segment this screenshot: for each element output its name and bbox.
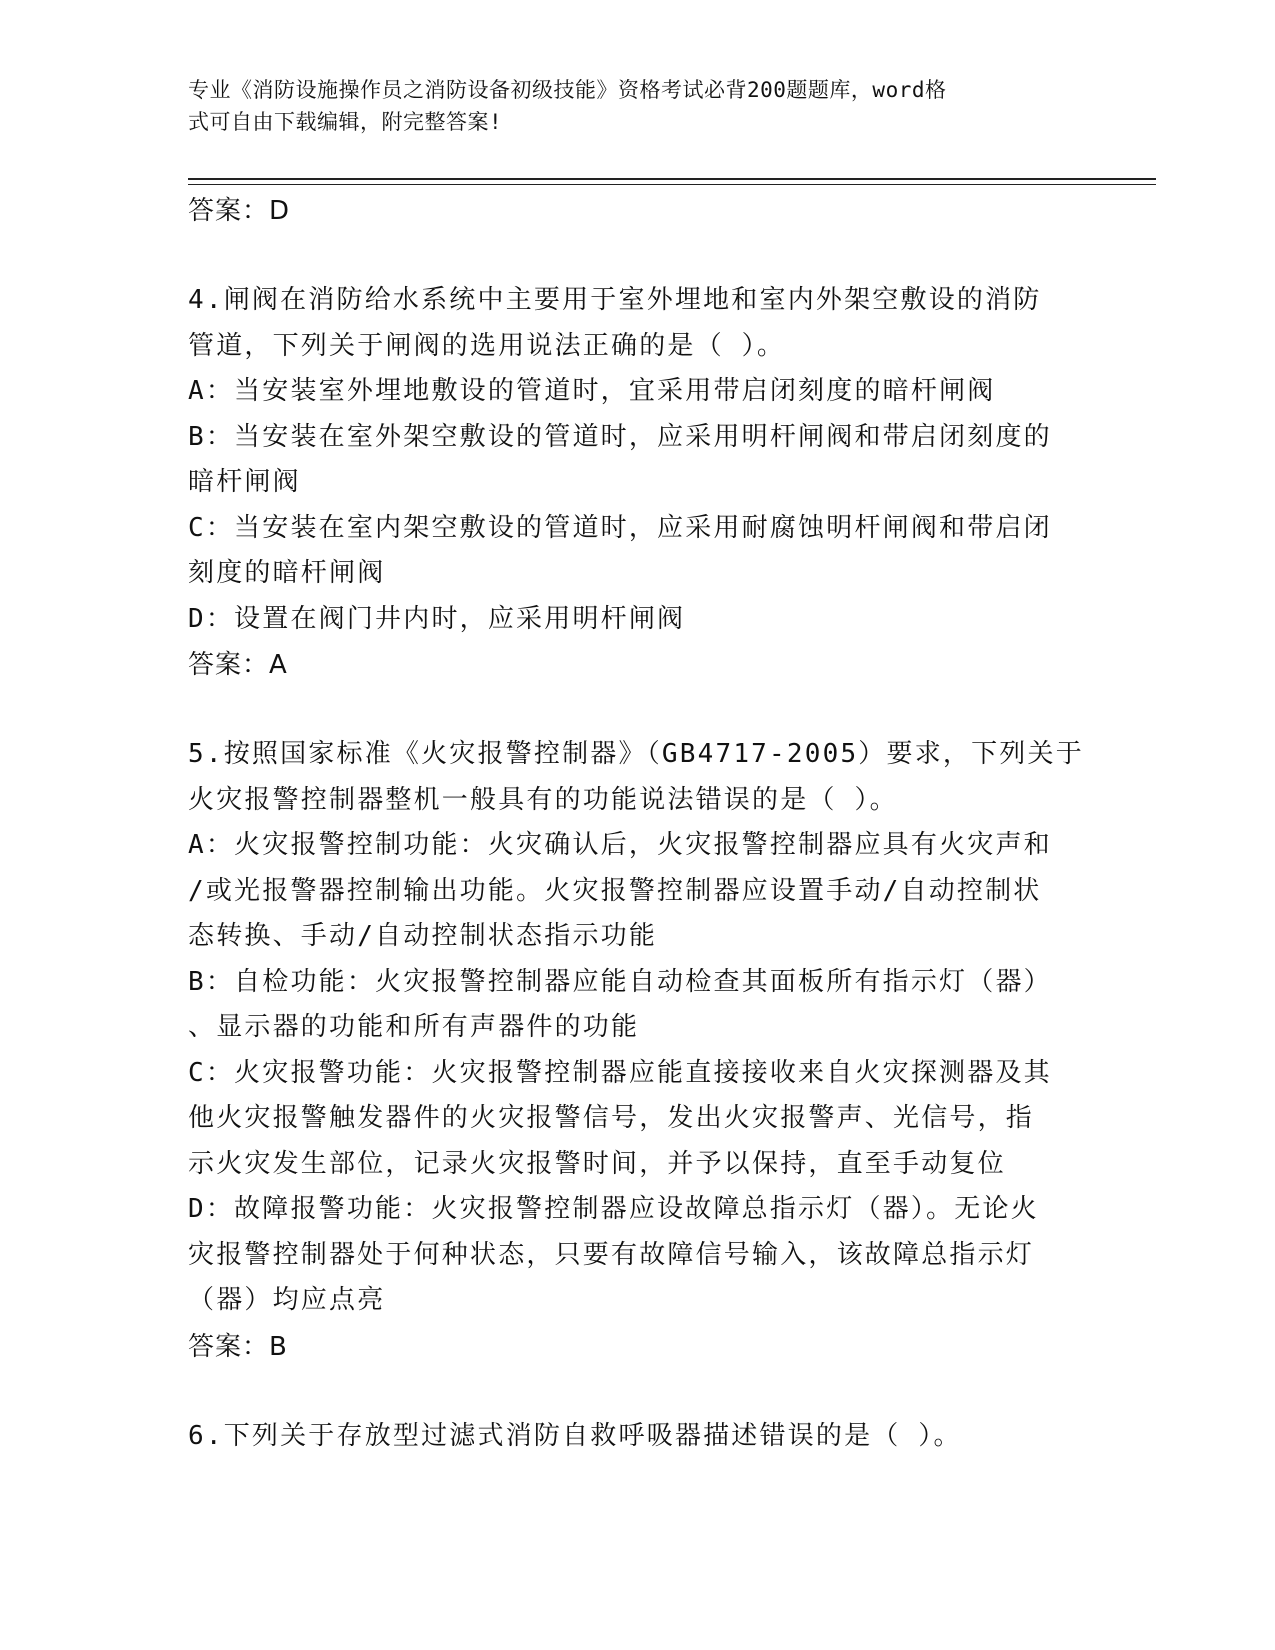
answer-q5: 答案：B — [188, 1331, 288, 1362]
answer-q3: 答案：D — [188, 196, 291, 226]
question-5-option-d-line-1: D：故障报警功能：火灾报警控制器应设故障总指示灯（器）。无论火 — [188, 1194, 1039, 1224]
question-5-option-c-line-3: 示火灾发生部位，记录火灾报警时间，并予以保持，直至手动复位 — [188, 1148, 1006, 1179]
header-line-2: 式可自由下载编辑，附完整答案! — [188, 110, 503, 134]
question-5-option-b-line-2: 、显示器的功能和所有声器件的功能 — [188, 1012, 640, 1042]
question-5-option-d-line-2: 灾报警控制器处于何种状态，只要有故障信号输入，该故障总指示灯 — [188, 1239, 1035, 1270]
question-4-option-a: A：当安装室外埋地敷设的管道时，宜采用带启闭刻度的暗杆闸阀 — [188, 376, 996, 406]
question-5-stem-line-1: 5.按照国家标准《火灾报警控制器》（GB4717-2005）要求，下列关于 — [188, 739, 1084, 769]
question-4-stem-line-2: 管道，下列关于闸阀的选用说法正确的是（ ）。 — [188, 330, 786, 361]
question-4-stem-line-1: 4.闸阀在消防给水系统中主要用于室外埋地和室内外架空敷设的消防 — [188, 285, 1042, 315]
question-6 — [188, 1414, 1088, 1460]
answer-q4: 答案：A — [188, 650, 288, 680]
document-body — [188, 188, 1088, 1459]
header-line-1: 专业《消防设施操作员之消防设备初级技能》资格考试必背200题题库，word格 — [188, 78, 947, 102]
question-4-option-c-line-2: 刻度的暗杆闸阀 — [188, 558, 386, 588]
question-5-option-c-line-1: C：火灾报警功能：火灾报警控制器应能直接接收来自火灾探测器及其 — [188, 1057, 1052, 1088]
header-rule-thick — [188, 178, 1156, 180]
question-5-option-a-line-1: A：火灾报警控制功能：火灾确认后，火灾报警控制器应具有火灾声和 — [188, 830, 1052, 860]
document-header — [188, 74, 1068, 138]
question-4-option-b-line-1: B：当安装在室外架空敷设的管道时，应采用明杆闸阀和带启闭刻度的 — [188, 421, 1052, 452]
question-6-stem-line-1: 6.下列关于存放型过滤式消防自救呼吸器描述错误的是（ ）。 — [188, 1420, 962, 1451]
header-rule-thin — [188, 184, 1156, 185]
question-5 — [188, 732, 1088, 1370]
question-4-option-b-line-2: 暗杆闸阀 — [188, 467, 301, 497]
question-5-option-c-line-2: 他火灾报警触发器件的火灾报警信号，发出火灾报警声、光信号，指 — [188, 1103, 1035, 1133]
question-5-option-a-line-2: /或光报警器控制输出功能。火灾报警控制器应设置手动/自动控制状 — [188, 875, 1042, 906]
question-5-option-d-line-3: （器）均应点亮 — [188, 1285, 386, 1315]
question-4-option-c-line-1: C：当安装在室内架空敷设的管道时，应采用耐腐蚀明杆闸阀和带启闭 — [188, 512, 1052, 543]
question-5-stem-line-2: 火灾报警控制器整机一般具有的功能说法错误的是（ ）。 — [188, 784, 898, 815]
question-4 — [188, 278, 1088, 688]
question-5-option-a-line-3: 态转换、手动/自动控制状态指示功能 — [188, 921, 658, 951]
question-4-option-d: D：设置在阀门井内时，应采用明杆闸阀 — [188, 603, 686, 634]
question-5-option-b-line-1: B：自检功能：火灾报警控制器应能自动检查其面板所有指示灯（器） — [188, 966, 1052, 997]
